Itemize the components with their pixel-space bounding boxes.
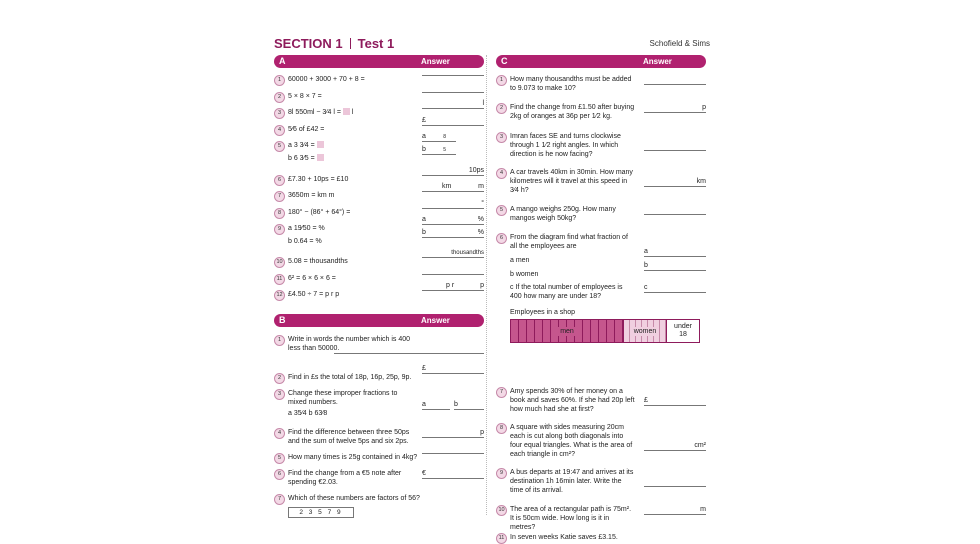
section-b-letter: B [279,315,286,325]
question-number: 4 [274,125,285,136]
question-text: The area of a rectangular path is 75m². It is 50cm wide. How long is it in metres? [510,506,632,531]
unit-label: l [482,100,484,107]
question-number: 7 [274,191,285,202]
unit-label-2: m [478,183,484,190]
question-part-a: a 19⁄50 = % [288,225,325,232]
answer-field[interactable] [422,183,484,192]
answer-field[interactable] [422,365,484,374]
unit-label: m [700,506,706,513]
unit-label: € [422,470,426,477]
employees-bar [510,319,700,343]
answer-field[interactable] [644,214,706,215]
part-b-text: b 6 3⁄5 = [288,155,315,162]
segment-under-18 [666,320,699,342]
question-text: A square with sides measuring 20cm each is cut along both diagonals into four equal triangles. What is the area of each triangle in cm²? [510,424,633,458]
women-label: women [633,327,657,335]
question-number: 6 [274,469,285,480]
answer-field[interactable] [422,100,484,109]
unit-label: p [702,104,706,111]
part-label: b [422,146,426,153]
unit-label: p r [446,282,455,289]
question-number: 1 [274,75,285,86]
unit-label: p [480,429,484,436]
question-number: 4 [274,428,285,439]
part-a-text: a 3 3⁄4 = [288,142,315,149]
answer-field-c[interactable] [644,284,706,293]
question-number: 1 [496,75,507,86]
question-text: A bus departs at 19:47 and arrives at its destination 1h 16min later. Write the time of its arrival. [510,469,634,494]
unit-label: km [696,178,706,185]
answer-field[interactable] [644,486,706,487]
part-label: c [644,284,648,291]
question-c6 [496,233,706,338]
answer-field[interactable] [644,397,706,406]
column-divider [486,55,487,515]
section-label: SECTION 1 [274,36,343,51]
title-divider [350,38,351,49]
question-number: 8 [496,423,507,434]
men-label: men [560,327,574,335]
question-number: 7 [496,387,507,398]
question-text: Write in words the number which is 400 less than 50000. [288,336,411,352]
question-number: 5 [274,453,285,464]
part-label: a [422,133,426,140]
question-number: 4 [496,168,507,179]
question-text: A car travels 40km in 30min. How many kilometres will it travel at this speed in 3⁄4 h? [510,169,633,194]
answer-field[interactable] [422,250,484,258]
question-number: 2 [274,373,285,384]
test-label: Test 1 [357,36,395,51]
question-part-b: b women [510,271,539,278]
diagram-title: Employees in a shop [510,309,575,316]
question-part-b: b 0.64 = % [288,238,322,245]
question-text: Amy spends 30% of her money on a book and saves 60%. If she had 20p left how much had she at first? [510,388,635,413]
question-text-main: 8l 550ml − 3⁄4 l = [288,109,343,116]
question-text: 60000 + 3000 + 70 + 8 = [288,76,365,83]
answer-label: Answer [643,57,672,66]
segment-women [623,320,666,342]
question-part-a [288,141,418,150]
unit-label: % [477,229,484,236]
question-text: Change these improper fractions to mixed numbers. [288,390,398,406]
question-text: Find the change from £1.50 after buying 2kg of oranges at 36p per 1⁄2 kg. [510,104,635,120]
question-number: 12 [274,290,285,301]
question-parts: a 35⁄4 b 63⁄8 [288,410,328,417]
section-a-header [274,55,484,68]
question-text: A mango weighs 250g. How many mangos weigh 50kg? [510,206,616,222]
question-text: 5.08 = thousandths [288,258,348,265]
question-text: £4.50 ÷ 7 = p r p [288,291,340,298]
question-number: 2 [496,103,507,114]
question-b7 [274,494,484,524]
unit-label: £ [422,365,426,372]
question-a5 [274,133,484,171]
question-text: Find the difference between three 50ps and the sum of twelve 5ps and six 2ps. [288,429,410,445]
answer-field-a[interactable] [644,248,706,257]
unit-label: cm² [694,442,706,449]
question-number: 10 [274,257,285,268]
question-text: Which of these numbers are factors of 56? [288,495,420,502]
segment-men [511,320,623,342]
part-label: a [422,401,426,408]
question-number: 3 [496,132,507,143]
question-text: How many times is 25g contained in 4kg? [288,454,418,461]
denominator: 5 [443,147,446,153]
question-text: 3650m = km m [288,192,335,199]
answer-field-b[interactable] [422,146,456,155]
answer-box[interactable] [317,154,324,161]
question-number: 5 [496,205,507,216]
denominator: 8 [443,134,446,140]
answer-field-b[interactable] [454,401,484,410]
question-number: 9 [274,224,285,235]
answer-field[interactable] [644,178,706,187]
question-number: 6 [496,233,507,244]
factor-numbers: 2 3 5 7 9 [288,507,354,518]
question-text: Find in £s the total of 18p, 16p, 25p, 9p. [288,374,412,381]
answer-field[interactable] [644,104,706,113]
answer-field[interactable] [644,84,706,85]
page-title [274,36,394,51]
answer-label: Answer [421,57,450,66]
answer-label: Answer [421,316,450,325]
unit-label: £ [422,117,426,124]
answer-field-a[interactable] [422,216,484,225]
question-part-a: a men [510,257,530,264]
question-number: 11 [496,533,507,544]
question-part-b [288,154,418,163]
unit-label: ° [481,200,484,207]
question-number: 2 [274,92,285,103]
answer-field[interactable] [422,470,484,479]
answer-field[interactable] [644,442,706,451]
question-number: 8 [274,208,285,219]
section-c-letter: C [501,56,508,66]
question-number: 3 [274,108,285,119]
answer-field[interactable] [334,353,484,354]
answer-box[interactable] [343,108,350,115]
answer-field[interactable] [422,167,484,176]
question-part-c: c If the total number of employees is 400 how many are under 18? [510,284,623,300]
question-text: £7.30 + 10ps = £10 [288,176,349,183]
worksheet-page [270,28,710,541]
answer-field[interactable] [644,150,706,151]
question-text: Imran faces SE and turns clockwise through 1 1⁄2 right angles. In which direction is he now facing? [510,133,621,158]
question-number: 3 [274,389,285,400]
part-label: a [422,216,426,223]
question-text: Find the change from a €5 note after spending €2.03. [288,470,402,486]
publisher-name: Schofield & Sims [649,39,710,48]
answer-field-b[interactable] [644,262,706,271]
section-c-header [496,55,706,68]
question-text: 5 × 8 × 7 = [288,93,322,100]
answer-field[interactable] [422,200,484,209]
part-label: b [454,401,458,408]
unit-label: thousandths [451,250,484,256]
question-text: 180° − (86° + 64°) = [288,209,351,216]
question-number: 11 [274,274,285,285]
question-number: 1 [274,335,285,346]
answer-field-b[interactable] [422,229,484,238]
unit-label: 10ps [468,167,484,174]
answer-field[interactable] [422,274,484,275]
part-label: b [422,229,426,236]
factor-numbers-row [274,507,374,517]
answer-field-a[interactable] [422,401,450,410]
question-text: 5⁄6 of £42 = [288,126,325,133]
part-label: a [644,248,648,255]
unit-label: km [442,183,452,190]
question-number: 5 [274,141,285,152]
question-number: 7 [274,494,285,505]
employees-diagram [496,319,706,343]
question-text: 6² = 6 × 6 × 6 = [288,275,336,282]
question-number: 10 [496,505,507,516]
part-label: b [644,262,648,269]
question-text: In seven weeks Katie saves £3.15. [510,534,618,541]
unit-label: % [477,216,484,223]
answer-field-a[interactable] [422,133,456,142]
answer-field[interactable] [422,117,484,126]
answer-field[interactable] [422,75,484,76]
answer-box[interactable] [317,141,324,148]
under-18-label: under 18 [674,323,692,338]
question-b3 [274,389,484,421]
answer-field[interactable] [422,429,484,438]
question-number: 9 [496,468,507,479]
answer-field[interactable] [422,92,484,93]
answer-field[interactable] [422,282,484,291]
answer-field[interactable] [422,453,484,454]
unit-label-2: p [480,282,484,289]
question-number: 6 [274,175,285,186]
section-a-letter: A [279,56,286,66]
question-text: From the diagram find what fraction of all the employees are [510,234,628,250]
unit-label: £ [644,397,648,404]
section-b-header [274,314,484,327]
question-text: 8l 550ml − 3⁄4 l = l [288,109,354,116]
question-text: How many thousandths must be added to 9.073 to make 10? [510,76,632,92]
